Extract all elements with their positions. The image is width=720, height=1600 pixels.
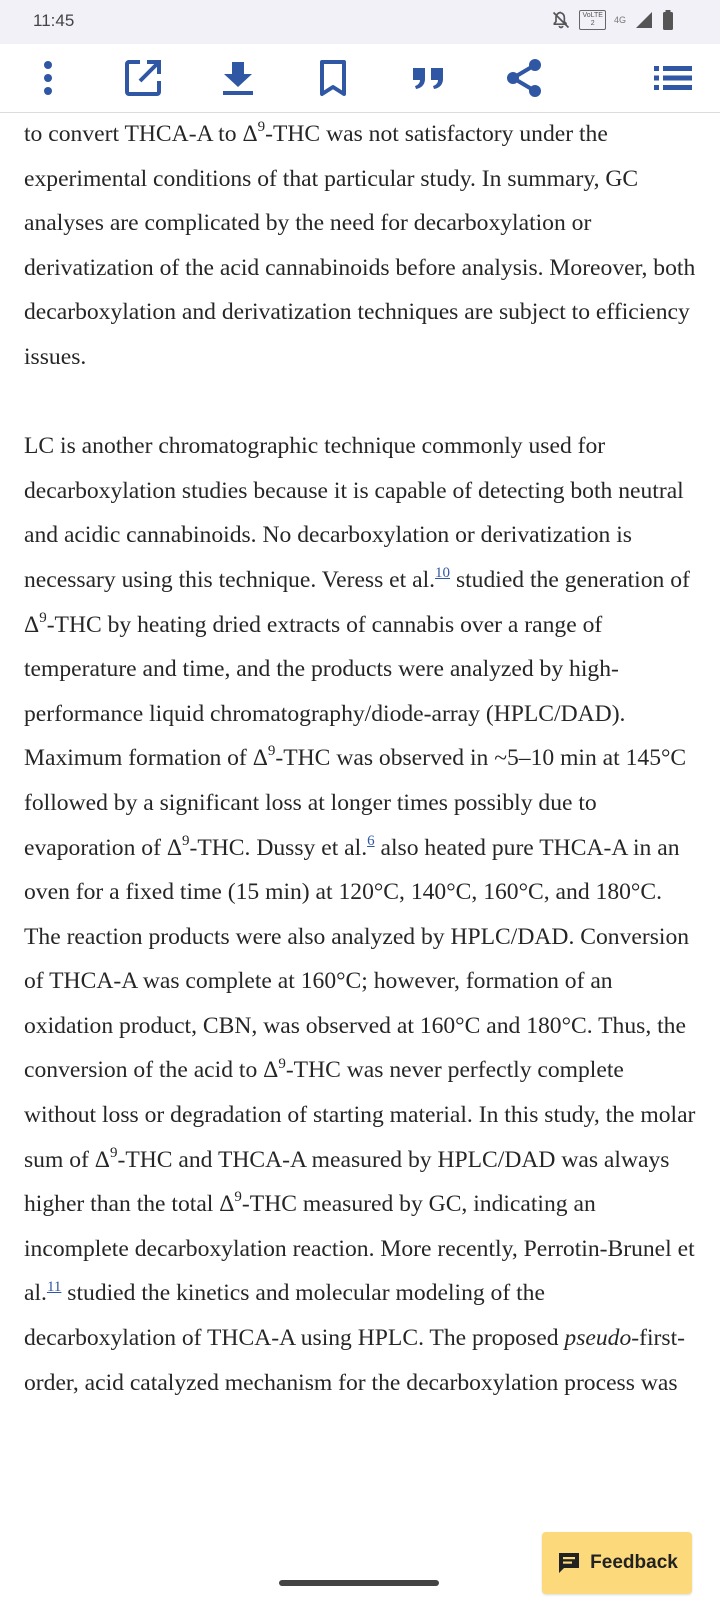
bookmark-icon (318, 59, 348, 97)
reference-link-11[interactable]: 11 (46, 1278, 62, 1295)
article-toolbar (0, 44, 720, 113)
reference-sup (47, 1279, 61, 1295)
share-icon (505, 58, 543, 98)
feedback-icon (556, 1550, 582, 1576)
superscript: 9 (182, 832, 190, 849)
signal-icon (634, 10, 654, 30)
volte-label: VoLTE (582, 12, 603, 19)
battery-icon (662, 10, 674, 30)
quote-icon (411, 66, 445, 90)
list-icon (654, 65, 692, 91)
gesture-bar[interactable] (279, 1580, 439, 1586)
feedback-button[interactable] (542, 1532, 692, 1594)
superscript: 9 (109, 1144, 118, 1161)
open-external-button[interactable] (119, 54, 167, 102)
reference-sup (367, 833, 375, 849)
text-span: LC is another chromatographic technique commonly used for decarboxylation studies because it is capable of detecting both neutral and acidic cannabinoids. No decarboxylation or derivatization is necessary using this technique. Veress et al. (24, 433, 684, 593)
reference-link-6[interactable]: 6 (367, 832, 375, 849)
status-icons (551, 10, 674, 30)
text-span: -THC by heating dried extracts of cannabis over a range of temperature and time, and the products were analyzed by high-performance liquid chromatography/diode-array (HPLC/DAD). Maximum formation of Δ (24, 611, 626, 772)
cite-button[interactable] (404, 54, 452, 102)
feedback-label: Feedback (590, 1552, 678, 1573)
status-bar (0, 0, 720, 44)
text-span: to convert THCA-A to Δ (24, 121, 258, 147)
text-span: -THC was observed in ~5–10 min at 145°C followed by a significant loss at longer times possibly due to evaporation of Δ (24, 745, 687, 861)
article-paragraph-1 (24, 112, 700, 380)
text-span: studied the generation of Δ (24, 566, 690, 638)
more-options-button[interactable] (24, 54, 72, 102)
4g-icon: 4G (613, 14, 626, 25)
open-external-icon (123, 58, 163, 98)
reference-sup (435, 565, 450, 581)
text-span: also heated pure THCA-A in an oven for a fixed time (15 min) at 120°C, 140°C, 160°C, and 180°C. The reaction products were also analyzed by HPLC/DAD. Conversion of THCA-A was complete at 160°C; however, formation of an oxidation product, CBN, was observed at 160°C and 180°C. Thus, the conversion of the acid to Δ (24, 834, 690, 1084)
share-button[interactable] (500, 54, 548, 102)
text-span: -THC was not satisfactory under the experimental conditions of that particular study. In summary, GC analyses are complicated by the need for decarboxylation or derivatization of the acid cannabinoids before analysis. Moreover, both decarboxylation and derivatization techniques are subject to efficiency issues. (24, 121, 696, 370)
article-body (24, 112, 700, 1405)
status-time: 11:45 (33, 11, 75, 30)
superscript: 9 (278, 1055, 286, 1072)
article-paragraph-2 (24, 424, 700, 1405)
superscript: 9 (257, 119, 266, 136)
text-span: -THC. Dussy et al. (189, 834, 368, 861)
mute-icon (551, 10, 571, 30)
text-span: -THC was never perfectly complete without loss or degradation of starting material. In this study, the molar sum of Δ (24, 1057, 696, 1173)
volte-icon (579, 10, 606, 30)
text-span: -THC and THCA-A measured by HPLC/DAD was always higher than the total Δ (24, 1146, 670, 1218)
text-span: studied the kinetics and molecular modeling of the decarboxylation of THCA-A using HPLC. The proposed (24, 1280, 565, 1352)
emphasis-text: pseudo (564, 1325, 632, 1352)
more-vertical-icon (42, 60, 54, 96)
superscript: 9 (234, 1189, 242, 1206)
text-span: -THC measured by GC, indicating an incomplete decarboxylation reaction. More recently, Perrotin-Brunel et al. (24, 1191, 695, 1307)
superscript: 9 (267, 743, 276, 760)
text-span: -first-order, acid catalyzed mechanism for the decarboxylation process was (24, 1325, 685, 1396)
volte-sim: 2 (590, 20, 595, 27)
download-button[interactable] (214, 54, 262, 102)
superscript: 9 (39, 609, 47, 626)
bookmark-button[interactable] (309, 54, 357, 102)
reference-link-10[interactable]: 10 (435, 565, 451, 582)
table-of-contents-button[interactable] (649, 54, 697, 102)
download-icon (221, 60, 255, 96)
